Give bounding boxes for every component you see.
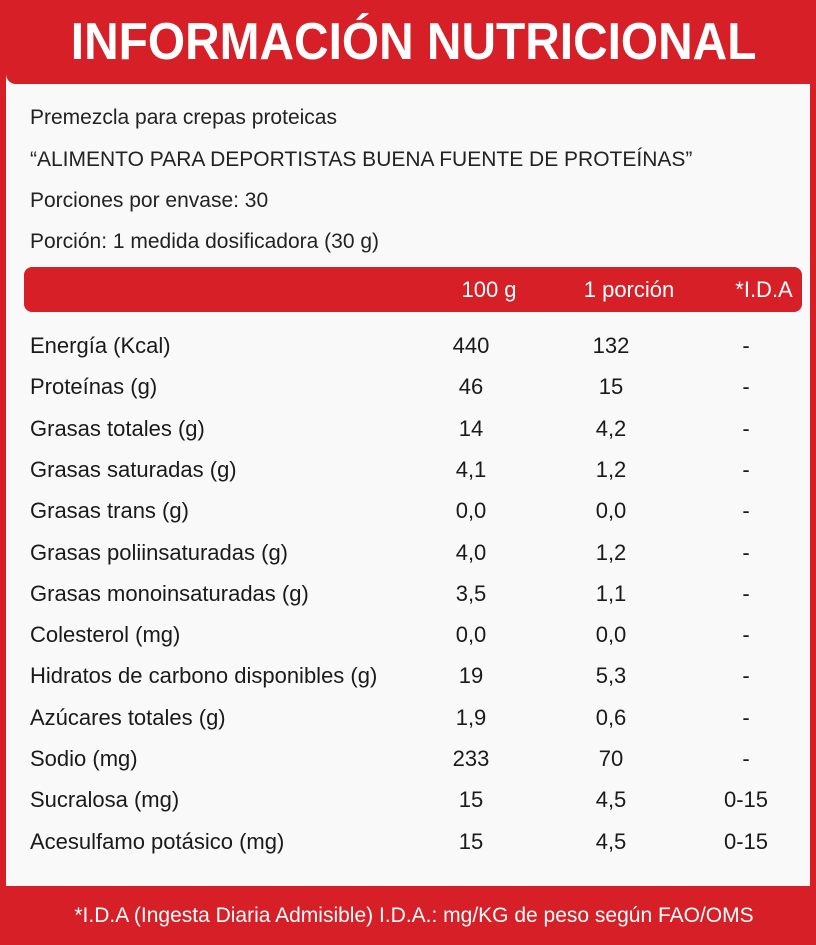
value-per-portion: 4,5 <box>595 828 627 854</box>
serving-size: Porción: 1 medida dosificadora (30 g) <box>30 230 380 253</box>
table-row <box>6 574 816 614</box>
table-row <box>6 367 816 407</box>
value-per-100g: 15 <box>458 828 484 854</box>
nutrient-name: Grasas saturadas (g) <box>30 456 237 482</box>
value-per-portion: 4,5 <box>595 787 627 813</box>
table-header <box>24 267 802 312</box>
value-ida: 0-15 <box>723 787 769 813</box>
value-per-portion: 1,2 <box>595 456 627 482</box>
product-claim: “ALIMENTO PARA DEPORTISTAS BUENA FUENTE DE PROTEÍNAS” <box>30 148 693 171</box>
value-per-100g: 19 <box>458 663 484 689</box>
value-per-portion: 1,1 <box>595 580 627 606</box>
table-row <box>6 409 816 449</box>
footer-bar <box>6 886 816 945</box>
value-per-portion: 132 <box>592 333 630 358</box>
value-per-100g: 14 <box>458 415 484 441</box>
value-per-portion: 15 <box>598 374 624 400</box>
table-row <box>6 491 816 531</box>
value-per-100g: 233 <box>452 746 490 771</box>
footnote: *I.D.A (Ingesta Diaria Admisible) I.D.A.: mg/KG de peso según FAO/OMS <box>74 903 754 927</box>
nutrient-name: Proteínas (g) <box>30 374 158 400</box>
value-ida: - <box>742 663 750 689</box>
value-ida: - <box>742 622 750 648</box>
servings-per-container: Porciones por envase: 30 <box>30 189 269 212</box>
value-ida: - <box>742 704 750 730</box>
table-row <box>6 533 816 573</box>
value-per-100g: 3,5 <box>455 580 487 606</box>
table-row <box>6 615 816 655</box>
nutrient-name: Colesterol (mg) <box>30 622 181 648</box>
value-ida: - <box>742 746 750 771</box>
header-ida: *I.D.A <box>735 277 793 302</box>
value-ida: 0-15 <box>723 828 769 854</box>
value-ida: - <box>742 374 750 400</box>
value-ida: - <box>742 456 750 482</box>
value-per-100g: 46 <box>458 374 484 400</box>
nutrient-name: Azúcares totales (g) <box>30 704 226 730</box>
page-title: INFORMACIÓN NUTRICIONAL <box>71 13 757 71</box>
value-per-portion: 5,3 <box>595 663 627 689</box>
value-ida: - <box>742 333 750 358</box>
header-per-portion: 1 porción <box>583 277 675 302</box>
product-name: Premezcla para crepas proteicas <box>30 106 337 129</box>
value-per-100g: 15 <box>458 787 484 813</box>
header-per-100g: 100 g <box>461 277 517 302</box>
value-per-portion: 70 <box>598 746 624 771</box>
value-per-100g: 4,1 <box>455 456 487 482</box>
nutrient-name: Grasas poliinsaturadas (g) <box>30 539 289 565</box>
value-per-portion: 1,2 <box>595 539 627 565</box>
value-per-100g: 0,0 <box>455 498 487 524</box>
table-row <box>6 780 816 820</box>
nutrient-name: Grasas totales (g) <box>30 415 205 441</box>
value-per-100g: 0,0 <box>455 622 487 648</box>
table-row <box>6 656 816 696</box>
title-bar <box>6 0 816 84</box>
value-per-portion: 0,6 <box>595 704 627 730</box>
nutrient-name: Energía (Kcal) <box>30 333 171 358</box>
value-ida: - <box>742 580 750 606</box>
value-per-portion: 0,0 <box>595 498 627 524</box>
value-per-100g: 440 <box>452 333 490 358</box>
value-per-100g: 1,9 <box>455 704 487 730</box>
nutrient-name: Grasas monoinsaturadas (g) <box>30 580 309 606</box>
value-ida: - <box>742 539 750 565</box>
value-ida: - <box>742 498 750 524</box>
value-per-portion: 0,0 <box>595 622 627 648</box>
table-row <box>6 326 816 366</box>
table-row <box>6 450 816 490</box>
nutrient-name: Acesulfamo potásico (mg) <box>30 828 285 854</box>
nutrient-name: Sucralosa (mg) <box>30 787 180 813</box>
value-per-portion: 4,2 <box>595 415 627 441</box>
value-ida: - <box>742 415 750 441</box>
table-row <box>6 822 816 862</box>
table-row <box>6 698 816 738</box>
value-per-100g: 4,0 <box>455 539 487 565</box>
nutrient-name: Sodio (mg) <box>30 746 138 771</box>
nutrient-name: Grasas trans (g) <box>30 498 189 524</box>
table-row <box>6 739 816 779</box>
nutrient-name: Hidratos de carbono disponibles (g) <box>30 663 378 689</box>
